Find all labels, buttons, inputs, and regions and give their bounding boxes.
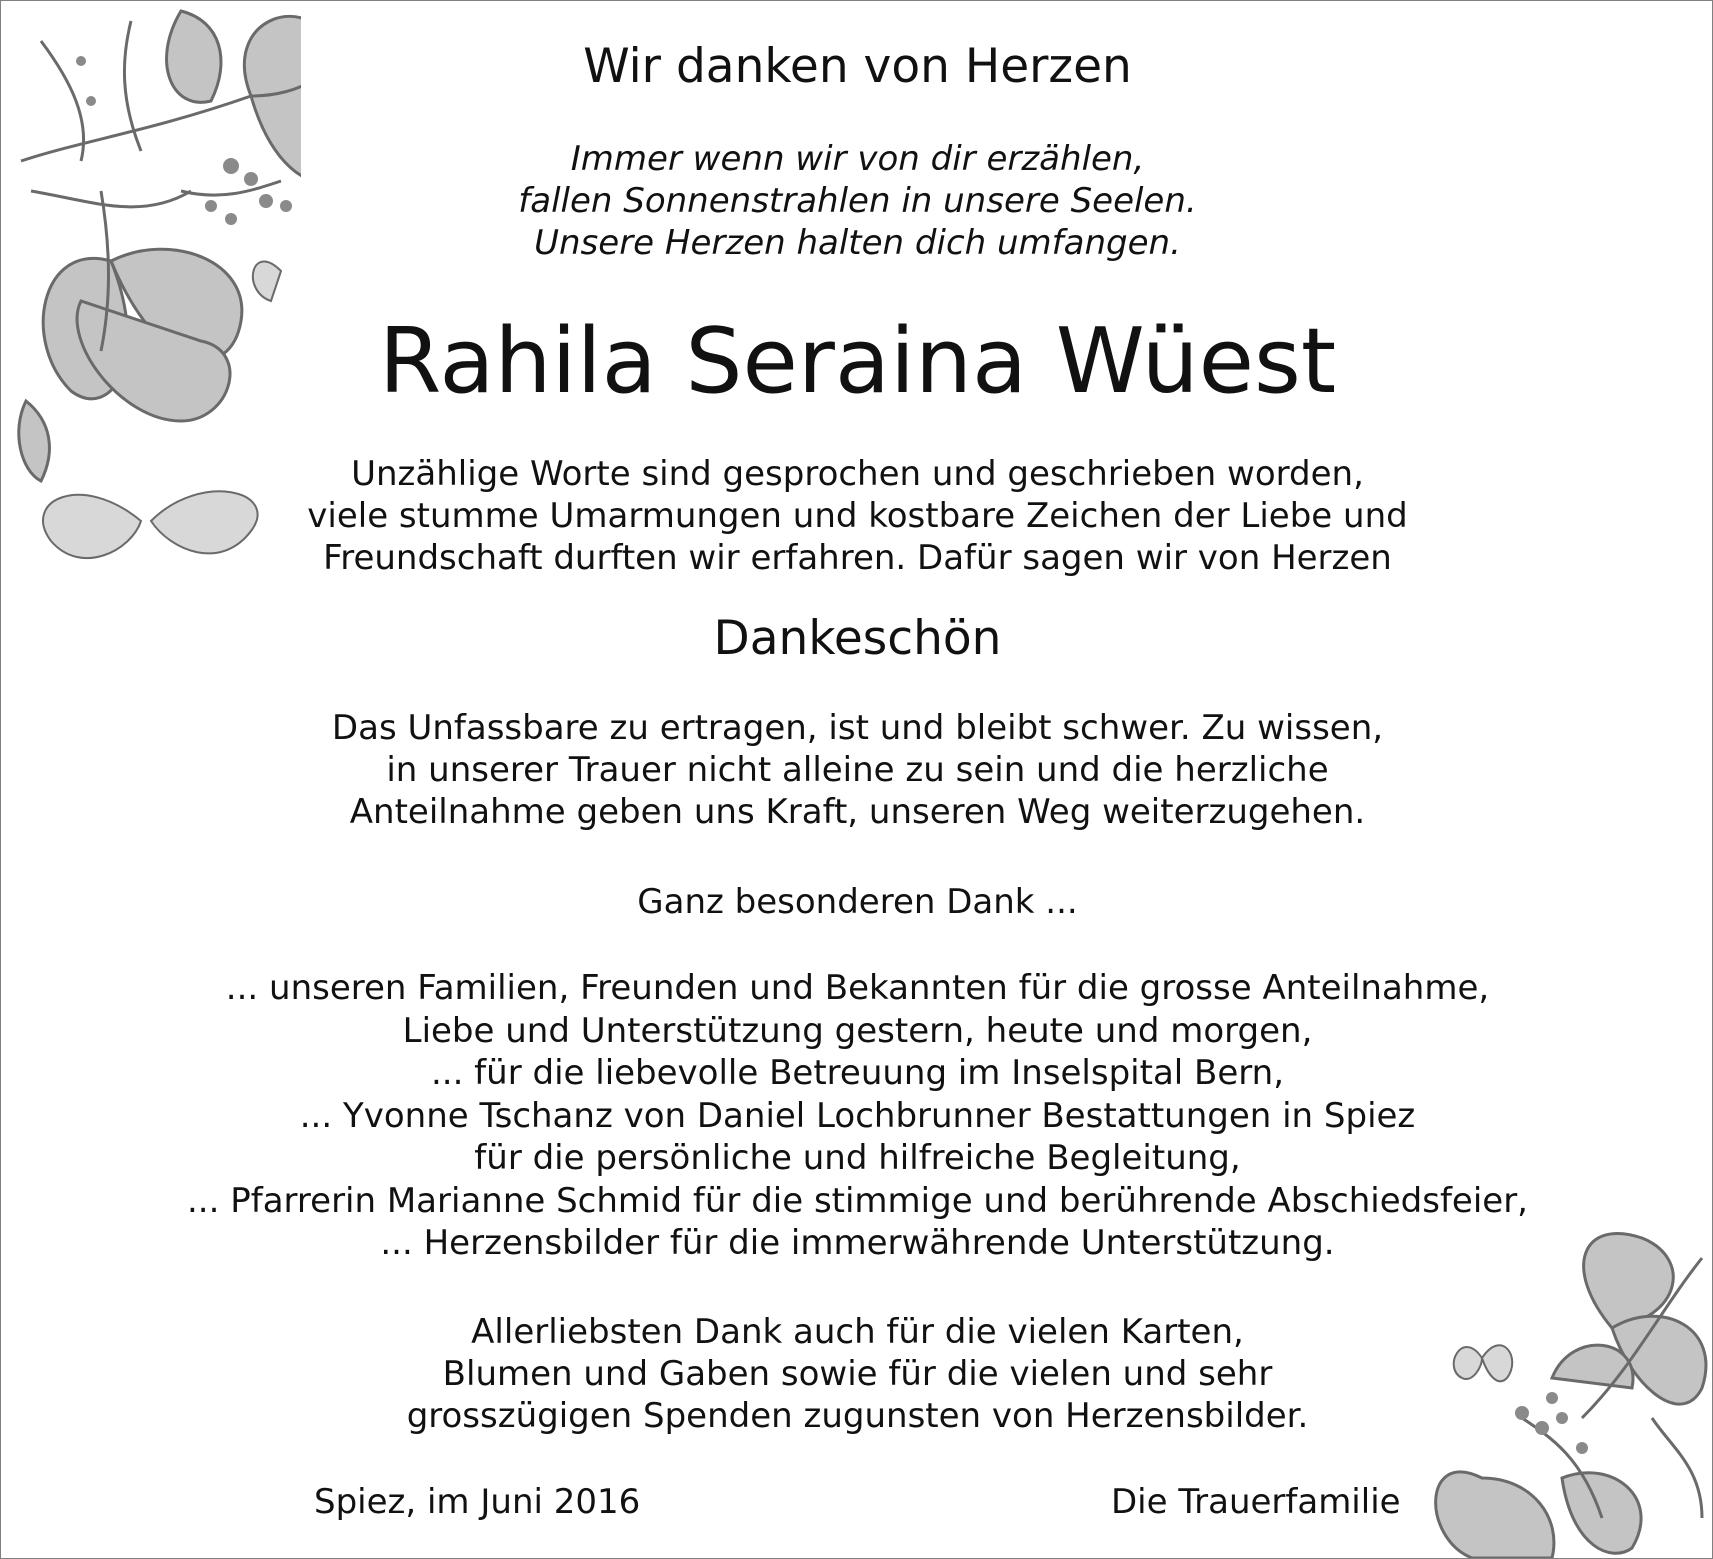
thanks-line: ... Yvonne Tschanz von Daniel Lochbrunner Bestattungen in Spiez (299, 1095, 1416, 1136)
text-line: Anteilnahme geben uns Kraft, unseren Weg weiterzugehen. (349, 792, 1366, 832)
thanks-line: ... unseren Familien, Freunden und Bekannten für die grosse Anteilnahme, (225, 968, 1490, 1008)
dankeschoen-heading: Dankeschön (713, 611, 1002, 666)
paragraph-words (1, 453, 1713, 579)
poem-line: Immer wenn wir von dir erzählen, (570, 139, 1145, 179)
heading: Wir danken von Herzen (583, 39, 1132, 94)
text-line: Unzählige Worte sind gesprochen und geschrieben worden, (351, 454, 1364, 494)
text-line: Das Unfassbare zu ertragen, ist und bleibt schwer. Zu wissen, (331, 708, 1384, 748)
thanks-list (1, 967, 1713, 1265)
paragraph-grief (1, 707, 1713, 833)
thanks-line: ... Pfarrerin Marianne Schmid für die stimmige und berührende Abschiedsfeier, (187, 1180, 1528, 1221)
place-date: Spiez, im Juni 2016 (314, 1482, 641, 1522)
text-line: grosszügigen Spenden zugunsten von Herzensbilder. (406, 1396, 1309, 1436)
thanks-line: ... für die liebevolle Betreuung im Inselspital Bern, (430, 1053, 1285, 1093)
text-line: Freundschaft durften wir erfahren. Dafür sagen wir von Herzen (323, 538, 1392, 578)
thanks-line: ... Herzensbilder für die immerwährende Unterstützung. (380, 1223, 1335, 1263)
special-thanks-intro: Ganz besonderen Dank ... (637, 882, 1078, 922)
deceased-name: Rahila Seraina Wüest (378, 309, 1337, 414)
thanks-line: für die persönliche und hilfreiche Begleitung, (474, 1138, 1241, 1178)
text-line: Blumen und Gaben sowie für die vielen und sehr (442, 1354, 1273, 1394)
poem-line: fallen Sonnenstrahlen in unsere Seelen. (518, 181, 1197, 221)
poem (1, 138, 1713, 264)
signature: Die Trauerfamilie (1111, 1482, 1401, 1522)
text-line: viele stumme Umarmungen und kostbare Zeichen der Liebe und (307, 496, 1408, 536)
thanks-line: Liebe und Unterstützung gestern, heute und morgen, (402, 1010, 1313, 1051)
text-line: in unserer Trauer nicht alleine zu sein und die herzliche (386, 750, 1329, 790)
final-paragraph (1, 1311, 1713, 1437)
text-line: Allerliebsten Dank auch für die vielen Karten, (471, 1312, 1244, 1352)
poem-line: Unsere Herzen halten dich umfangen. (534, 223, 1181, 263)
